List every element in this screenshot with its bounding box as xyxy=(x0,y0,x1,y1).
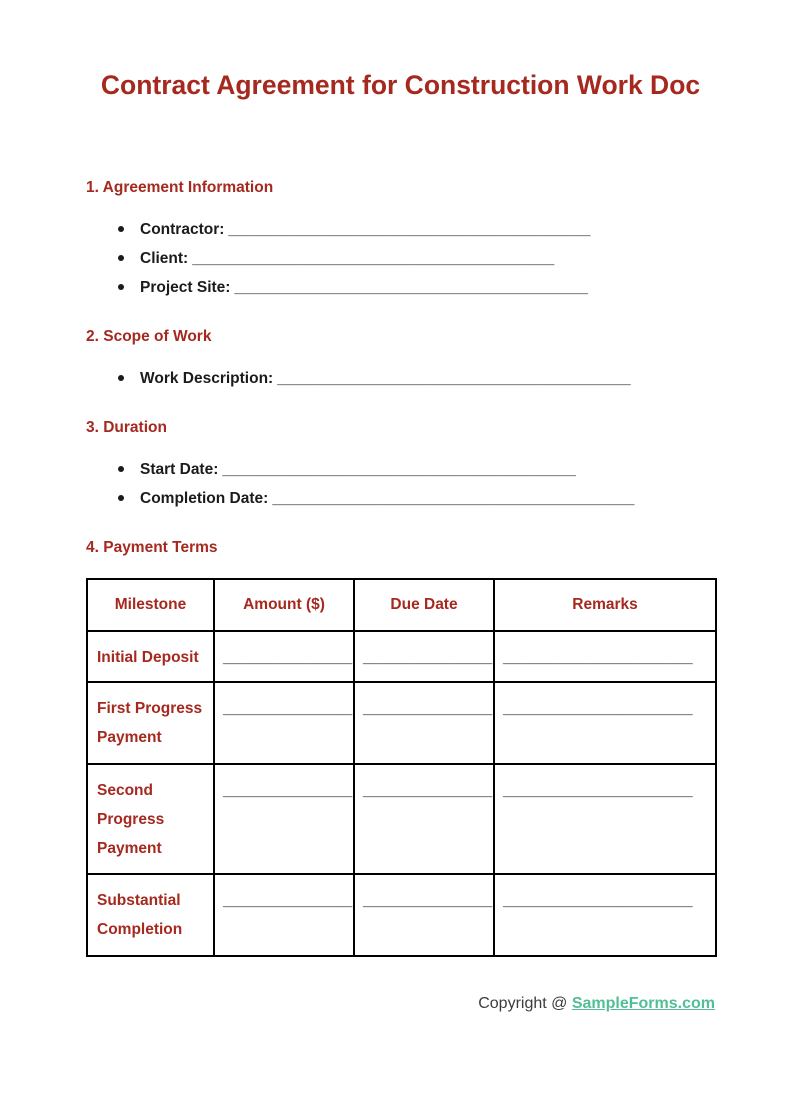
page-title: Contract Agreement for Construction Work Doc xyxy=(100,70,701,100)
section-heading-agreement-information: 1. Agreement Information xyxy=(86,179,274,196)
section-duration xyxy=(86,418,715,513)
table-row-first-progress-payment xyxy=(87,682,716,764)
field-label: Contractor: xyxy=(140,221,225,238)
blank-line: __________________________________________ xyxy=(192,250,555,267)
due-date-blank: _______________ xyxy=(354,764,494,874)
table-header-row xyxy=(87,579,716,631)
section-heading-scope-of-work: 2. Scope of Work xyxy=(86,328,212,345)
section-agreement-information xyxy=(86,178,715,302)
milestone-label: Substantial Completion xyxy=(87,874,214,956)
field-work-description xyxy=(86,364,715,393)
field-start-date xyxy=(86,455,715,484)
blank-line: _________________________________________ xyxy=(222,461,576,478)
due-date-blank: _______________ xyxy=(354,874,494,956)
milestone-label: First Progress Payment xyxy=(87,682,214,764)
column-header-due-date: Due Date xyxy=(354,579,494,631)
column-header-amount: Amount ($) xyxy=(214,579,354,631)
section-heading-duration: 3. Duration xyxy=(86,419,167,436)
column-header-milestone: Milestone xyxy=(87,579,214,631)
sampleforms-link[interactable]: SampleForms.com xyxy=(571,995,715,1012)
copyright-footer xyxy=(86,993,715,1015)
section-scope-of-work xyxy=(86,327,715,393)
amount-blank: _______________ xyxy=(214,631,354,682)
table-row-substantial-completion xyxy=(87,874,716,956)
scope-field-list xyxy=(86,364,715,393)
blank-line: __________________________________________ xyxy=(228,221,591,238)
blank-line: _________________________________________ xyxy=(234,279,588,296)
field-label: Start Date: xyxy=(140,461,219,478)
table-row-second-progress-payment xyxy=(87,764,716,874)
payment-terms-table xyxy=(86,578,717,957)
remarks-blank: ______________________ xyxy=(494,764,716,874)
field-project-site xyxy=(86,273,715,302)
amount-blank: _______________ xyxy=(214,874,354,956)
milestone-label: Second Progress Payment xyxy=(87,764,214,874)
column-header-remarks: Remarks xyxy=(494,579,716,631)
amount-blank: _______________ xyxy=(214,764,354,874)
amount-blank: _______________ xyxy=(214,682,354,764)
remarks-blank: ______________________ xyxy=(494,631,716,682)
field-completion-date xyxy=(86,484,715,513)
field-label: Completion Date: xyxy=(140,490,269,507)
remarks-blank: ______________________ xyxy=(494,874,716,956)
due-date-blank: _______________ xyxy=(354,682,494,764)
table-row-initial-deposit xyxy=(87,631,716,682)
field-contractor xyxy=(86,215,715,244)
duration-field-list xyxy=(86,455,715,513)
agreement-field-list xyxy=(86,215,715,302)
field-label: Project Site: xyxy=(140,279,231,296)
field-label: Client: xyxy=(140,250,189,267)
field-client xyxy=(86,244,715,273)
milestone-label: Initial Deposit xyxy=(87,631,214,682)
due-date-blank: _______________ xyxy=(354,631,494,682)
remarks-blank: ______________________ xyxy=(494,682,716,764)
blank-line: __________________________________________ xyxy=(272,490,635,507)
section-heading-payment-terms: 4. Payment Terms xyxy=(86,539,218,556)
copyright-text: Copyright @ xyxy=(478,995,568,1012)
blank-line: _________________________________________ xyxy=(277,370,631,387)
document-page xyxy=(0,70,801,1015)
field-label: Work Description: xyxy=(140,370,274,387)
section-payment-terms xyxy=(86,538,715,957)
